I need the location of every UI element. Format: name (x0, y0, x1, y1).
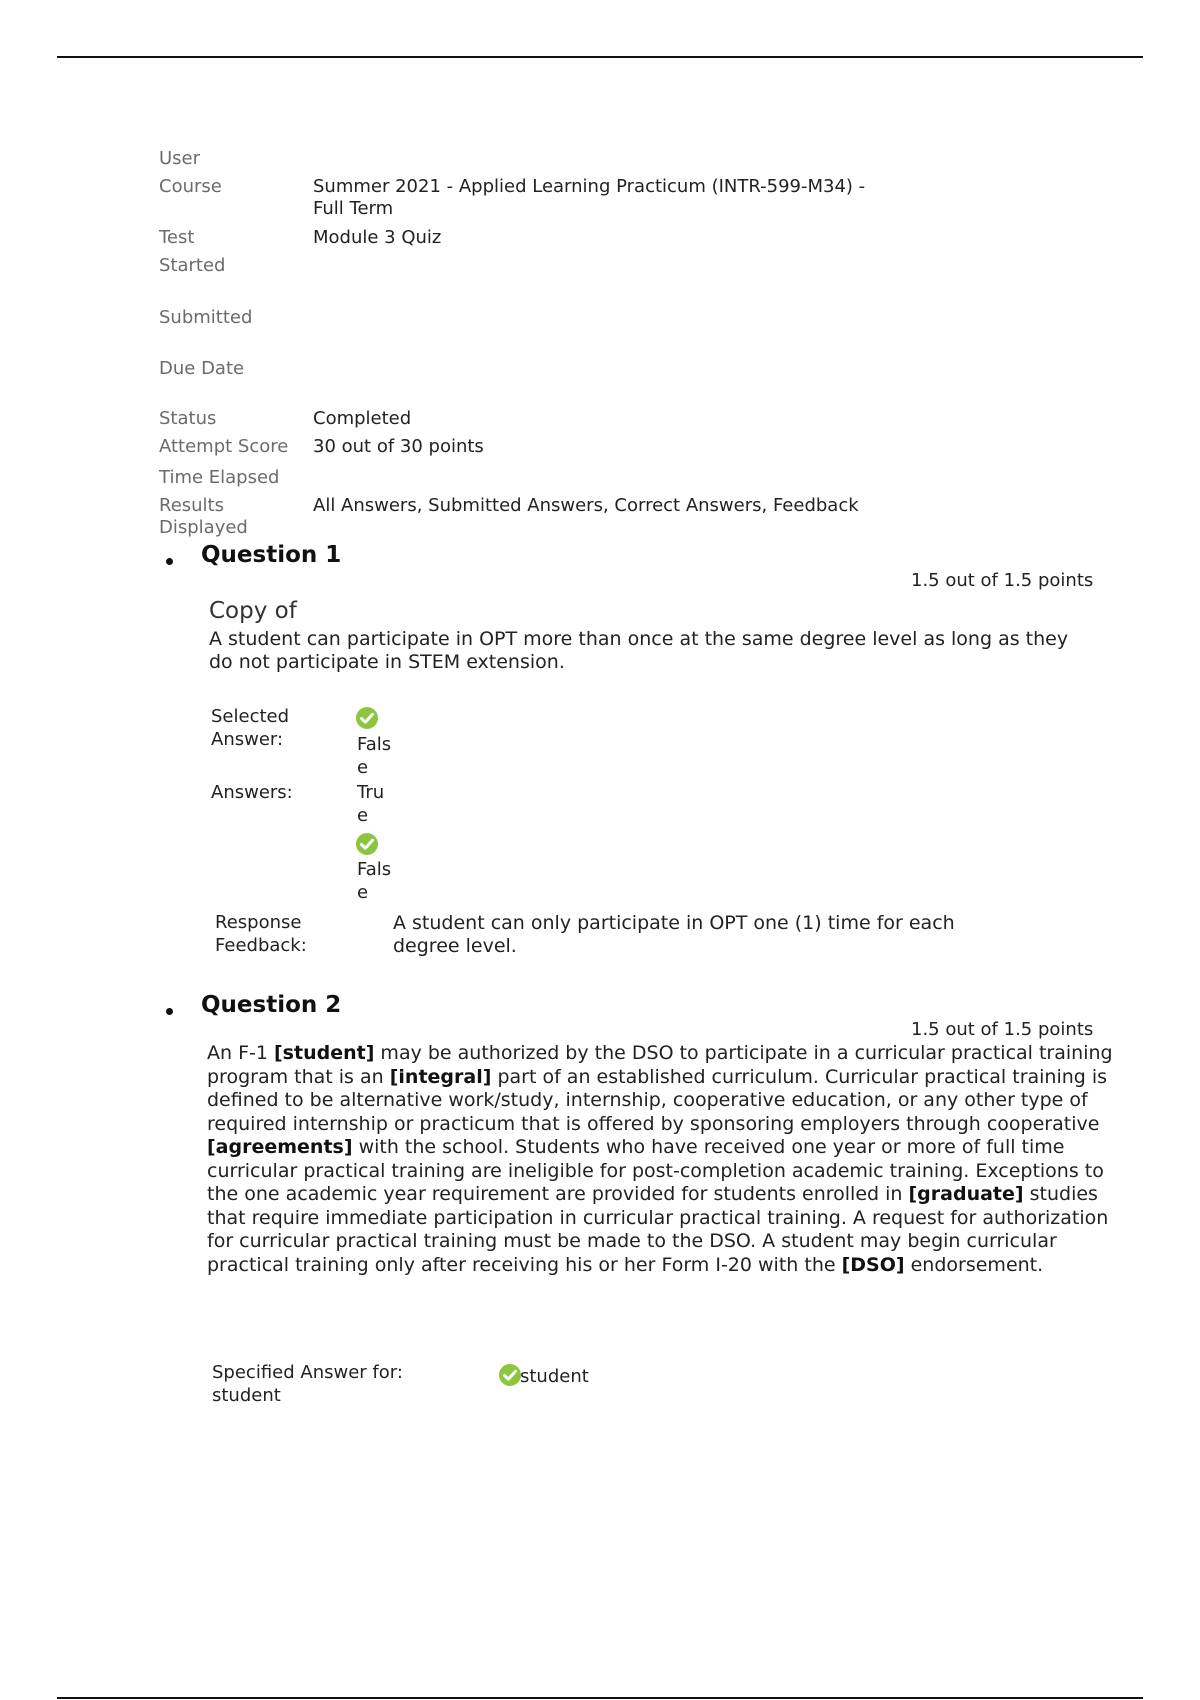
results-displayed-label-line1: Results (159, 495, 224, 516)
question-1-text-line2: do not participate in STEM extension. (209, 651, 565, 673)
time-elapsed-label: Time Elapsed (159, 467, 280, 488)
attempt-score-value: 30 out of 30 points (313, 436, 484, 457)
selected-answer-value-line2: e (357, 757, 369, 778)
selected-answer-value-line1: Fals (357, 734, 392, 755)
response-feedback-label-line1: Response (215, 912, 302, 933)
attempt-score-label: Attempt Score (159, 436, 289, 457)
answers-label: Answers: (211, 782, 293, 803)
user-label: User (159, 148, 201, 169)
question-2-text-segment: endorsement. (904, 1253, 1044, 1276)
question-2-text-segment: An F-1 (207, 1042, 274, 1064)
specified-answer-value: student (520, 1366, 589, 1387)
blank-answer: [integral] (389, 1065, 492, 1088)
blank-answer: [DSO] (841, 1253, 905, 1276)
response-feedback-line1: A student can only participate in OPT one (1) time for each (393, 912, 955, 934)
results-displayed-value: All Answers, Submitted Answers, Correct Answers, Feedback (313, 495, 859, 516)
specified-answer-label-line1: Specified Answer for: (212, 1362, 403, 1383)
course-value-line2: Full Term (313, 198, 394, 219)
answer-true-line2: e (357, 805, 369, 826)
due-date-label: Due Date (159, 358, 245, 379)
started-label: Started (159, 255, 226, 276)
question-2-text-segment: part of an established curriculum. Curricular practical training is defined to be alternative work/study, internship, cooperative education, or any other type of required internship or practicum that is offered by sponsoring employers through cooperative (207, 1065, 1108, 1135)
test-value: Module 3 Quiz (313, 227, 442, 248)
status-label: Status (159, 408, 217, 429)
blank-answer: [graduate] (908, 1183, 1024, 1205)
blank-answer: [agreements] (207, 1136, 353, 1158)
question-2-text-segment: may be authorized by the DSO to participate in a curricular practical training program that is an (207, 1042, 1113, 1088)
question-2-bullet (166, 1008, 173, 1015)
test-label: Test (159, 227, 195, 248)
results-displayed-label-line2: Displayed (159, 517, 248, 538)
check-circle-icon (355, 706, 379, 730)
question-2-title: Question 2 (201, 992, 342, 1018)
question-1-bullet (166, 558, 173, 565)
check-circle-icon (355, 832, 379, 856)
course-value-line1: Summer 2021 - Applied Learning Practicum (INTR-599-M34) - (313, 176, 866, 197)
question-2-text-segment: with the school. Students who have received one year or more of full time curricular practical training are ineligible for post-completion academic training. Exceptions to the one academic year requirement are provided for students enrolled in (207, 1136, 1104, 1205)
response-feedback-line2: degree level. (393, 935, 517, 957)
question-1-points: 1.5 out of 1.5 points (911, 570, 1094, 591)
specified-answer-label-line2: student (212, 1385, 281, 1406)
course-label: Course (159, 176, 222, 197)
check-circle-icon (498, 1363, 522, 1387)
question-1-copy-of: Copy of (209, 598, 297, 624)
answer-false-line2: e (357, 882, 369, 903)
selected-answer-label-line2: Answer: (211, 729, 284, 750)
answer-false-line1: Fals (357, 859, 392, 880)
question-1-title: Question 1 (201, 542, 342, 568)
blank-answer: [student] (274, 1042, 375, 1064)
response-feedback-label-line2: Feedback: (215, 935, 307, 956)
bottom-rule (57, 1697, 1143, 1699)
question-2-text (207, 1042, 1127, 1277)
top-rule (57, 56, 1143, 58)
status-value: Completed (313, 408, 412, 429)
question-2-text-segment: studies that require immediate participation in curricular practical training. A request for authorization for curricular practical training must be made to the DSO. A student may begin curricular practical training only after receiving his or her Form I-20 with the (207, 1183, 1109, 1276)
selected-answer-label-line1: Selected (211, 706, 290, 727)
answer-true-line1: Tru (357, 782, 385, 803)
question-2-points: 1.5 out of 1.5 points (911, 1019, 1094, 1040)
question-1-text-line1: A student can participate in OPT more than once at the same degree level as long as they (209, 628, 1069, 650)
submitted-label: Submitted (159, 307, 253, 328)
